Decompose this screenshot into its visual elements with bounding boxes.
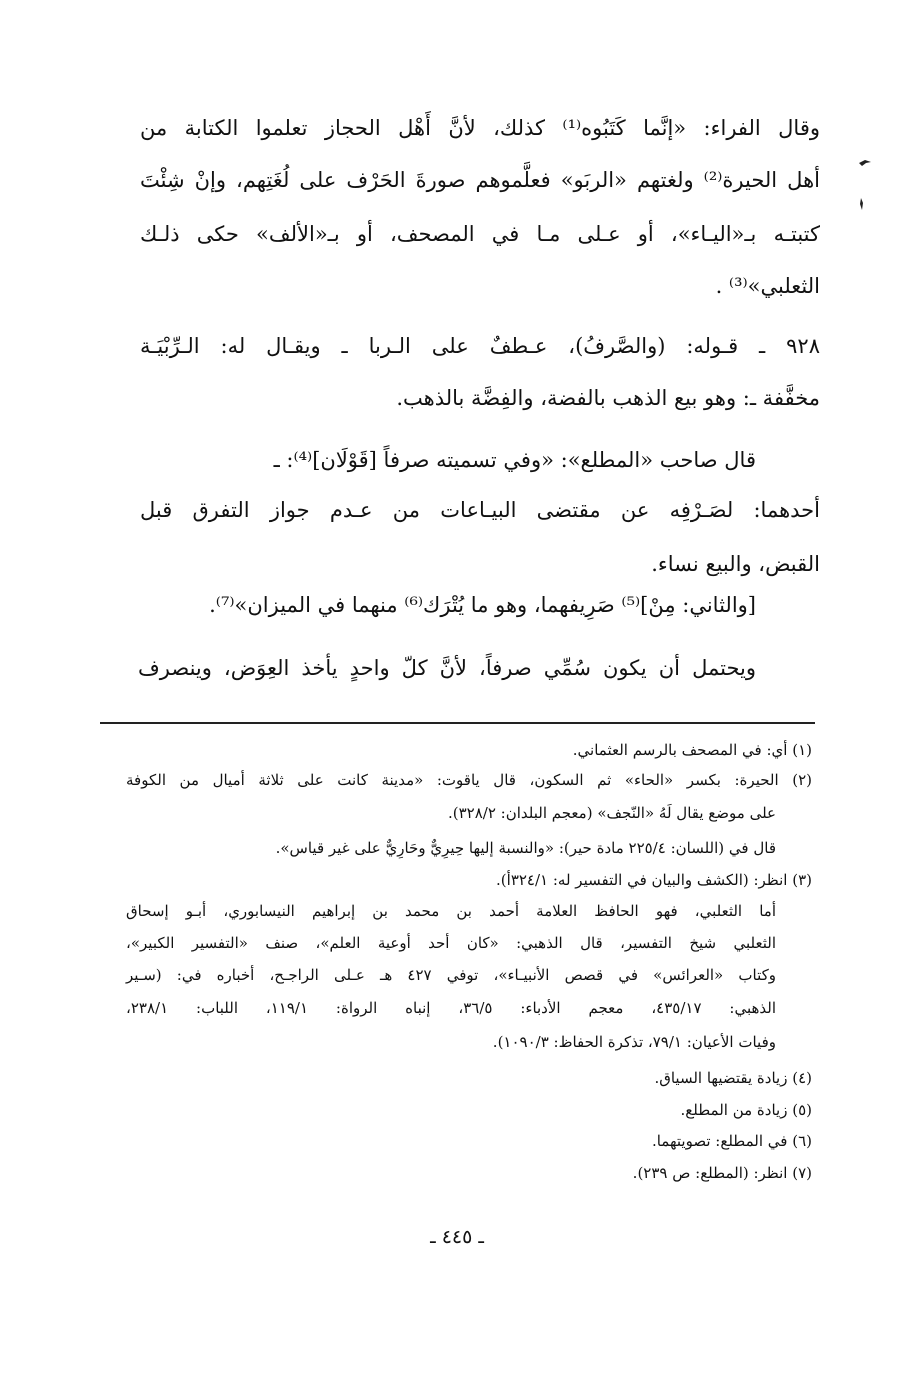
- body-line: أهل الحيرة⁽²⁾ ولغتهم «الربَو» فعلَّموهم صورةَ الحَرْف على لُغَتِهم، وإنْ شِئْتَ: [140, 168, 820, 192]
- footnote-line: وكتاب «العرائس» في قصص الأنبيـاء»، توفي ٤٢٧ هـ عـلى الراجـح، أخباره في: (سـير: [126, 966, 776, 984]
- body-line: مخفَّفة ـ: وهو بيع الذهب بالفضة، والفِضَّة بالذهب.: [396, 386, 820, 410]
- footnote-divider: [100, 722, 815, 724]
- body-line: الثعلبي»⁽³⁾ .: [715, 274, 820, 298]
- footnote-line: على موضع يقال لَهُ «النّجف» (معجم البلدان: ٣٢٨/٢).: [447, 804, 776, 822]
- body-line: وقال الفراء: «إنَّما كَتَبُوه⁽¹⁾ كذلك، لأنَّ أَهْل الحجاز تعلموا الكتابة من: [140, 116, 820, 140]
- body-line: [والثاني: مِنْ]⁽⁵⁾ صَرِيفهما، وهو ما يُتْرَك⁽⁶⁾ منهما في الميزان»⁽⁷⁾.: [209, 593, 756, 617]
- body-line: أحدهما: لصَـرْفِه عن مقتضى البيـاعات من عـدم جواز التفرق قبل: [140, 498, 820, 522]
- page-number: ـ ٤٤٥ ـ: [430, 1226, 484, 1248]
- footnote-line: (٣) انظر: (الكشف والبيان في التفسير له: ٣٢٤/١أ).: [496, 871, 812, 889]
- body-line: كتبتـه بـ«اليـاء»، أو عـلى مـا في المصحف، أو بـ«الألف» حكى ذلـك: [140, 222, 820, 246]
- footnote-line: (٦) في المطلع: تصويتهما.: [651, 1132, 812, 1150]
- footnote-line: (٧) انظر: (المطلع: ص ٢٣٩).: [632, 1164, 812, 1182]
- footnote-line: (٤) زيادة يقتضيها السياق.: [654, 1069, 812, 1087]
- footnote-line: (١) أي: في المصحف بالرسم العثماني.: [572, 741, 812, 759]
- footnote-line: وفيات الأعيان: ٧٩/١، تذكرة الحفاظ: ١٠٩٠/٣).: [492, 1033, 776, 1051]
- footnote-line: قال في (اللسان: ٢٢٥/٤ مادة حير): «والنسبة إليها حِيرِيٌّ وحَارِيٌّ على غير قياس».: [275, 839, 776, 857]
- body-line: ويحتمل أن يكون سُمِّي صرفاً، لأنَّ كلّ واحدٍ يأخذ العِوَض، وينصرف: [138, 656, 756, 680]
- footnote-line: الذهبي: ٤٣٥/١٧، معجم الأدباء: ٣٦/٥، إنباه الرواة: ١١٩/١، اللباب: ٢٣٨/١،: [126, 999, 777, 1017]
- footnote-line: (٥) زيادة من المطلع.: [680, 1101, 812, 1119]
- footnote-line: الثعلبي شيخ التفسير، قال الذهبي: «كان أحد أوعية العلم»، صنف «التفسير الكبير»،: [126, 934, 776, 952]
- ink-speck-icon: [858, 158, 872, 167]
- body-line: قال صاحب «المطلع»: «وفي تسميته صرفاً [قَوْلَان]⁽⁴⁾: ـ: [273, 448, 756, 472]
- body-line: ٩٢٨ ـ قـوله: (والصَّرفُ)، عـطفٌ على الـربا ـ ويقـال له: الـرِّبْيَـة: [140, 334, 820, 358]
- footnote-line: (٢) الحيرة: بكسر «الحاء» ثم السكون، قال ياقوت: «مدينة كانت على ثلاثة أميال من الكوفة: [126, 771, 812, 789]
- footnote-line: أما الثعلبي، فهو الحافظ العلامة أحمد بن محمد بن إبراهيم النيسابوري، أبـو إسحاق: [126, 902, 776, 920]
- ink-speck-icon: [859, 198, 864, 210]
- body-line: القبض، والبيع نساء.: [651, 552, 820, 576]
